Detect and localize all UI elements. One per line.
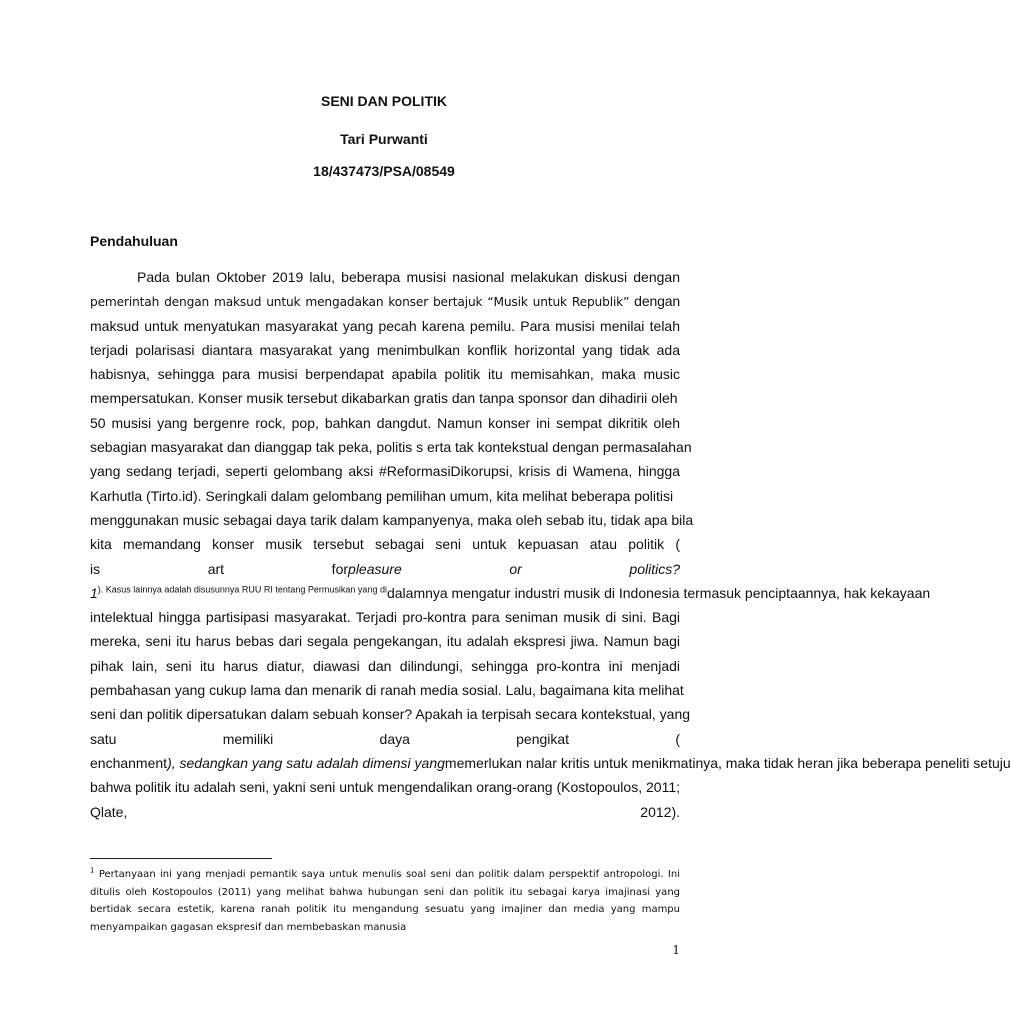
- page-number: 1: [672, 943, 680, 957]
- footnote-line: bertidak secara estetik, karena ranah politik itu mengandung sesuatu yang imajiner dan media yang mampu: [90, 904, 680, 915]
- body-line: 1$^{). Kasus lainnya adalah disusunnya RUU RI tentang Permusikan yang di}$dalamnya mengatur industri musik di Indonesia termasuk penciptaannya, hak kekayaan: [90, 584, 931, 601]
- body-line: satu memiliki daya pengikat (: [90, 730, 680, 747]
- body-line: mereka, seni itu harus bebas dari segala pengekangan, itu adalah ekspresi jiwa. Namun bagi: [90, 633, 680, 650]
- italic-phrase: ), sedangkan yang satu adalah dimensi yang: [167, 754, 445, 771]
- italic-phrase: pleasure or politics?: [348, 560, 680, 577]
- document-title: SENI DAN POLITIK: [320, 93, 447, 109]
- body-line: pihak lain, seni itu harus diatur, diawasi dan dilindungi, sehingga pro-kontra ini menjadi: [90, 657, 680, 674]
- body-line: Karhutla (Tirto.id). Seringkali dalam gelombang pemilihan umum, kita melihat beberapa politisi: [90, 487, 674, 504]
- body-line: Qlate, 2012).: [90, 803, 680, 820]
- student-id: 18/437473/PSA/08549: [313, 163, 455, 179]
- section-heading: Pendahuluan: [90, 233, 178, 249]
- footnote: [90, 866, 680, 936]
- body-line: menggunakan music sebagai daya tarik dalam kampanyenya, maka oleh sebab itu, tidak apa bila: [90, 511, 694, 528]
- body-line: is art forpleasure or politics?: [90, 560, 680, 577]
- footnote-divider: [90, 858, 272, 859]
- body-line: pembahasan yang cukup lama dan menarik di ranah media sosial. Lalu, bagaimana kita melihat: [90, 682, 684, 699]
- body-line: yang sedang terjadi, seperti gelombang aksi #ReformasiDikorupsi, krisis di Wamena, hingga: [90, 463, 680, 480]
- footnote-line: ditulis oleh Kostopoulos (2011) yang melihat bahwa hubungan seni dan politik itu sebagai karya imajinasi yang: [90, 886, 680, 898]
- italic-phrase: 1: [90, 584, 98, 601]
- body-line: terjadi polarisasi diantara masyarakat yang menimbulkan konflik horizontal yang tidak ada: [90, 341, 680, 358]
- body-line: intelektual hingga partisipasi masyarakat. Terjadi pro-kontra para seniman musik di sini. Bagi: [90, 609, 680, 626]
- body-line: seni dan politik dipersatukan dalam sebuah konser? Apakah ia terpisah secara kontekstual, yang: [90, 706, 691, 723]
- body-line: sebagian masyarakat dan dianggap tak peka, politis s erta tak kontekstual dengan permasalahan: [90, 439, 692, 456]
- body-line: bahwa politik itu adalah seni, yakni seni untuk mengendalikan orang-orang (Kostopoulos, 2011;: [90, 779, 680, 796]
- body-line: habisnya, sehingga para musisi berpendapat apabila politik itu memisahkan, maka music: [90, 366, 680, 383]
- body-line: [90, 824, 680, 848]
- footnote-line: menyampaikan gagasan ekspresif dan membebaskan manusia: [90, 921, 407, 933]
- body-line: 50 musisi yang bergenre rock, pop, bahkan dangdut. Namun konser ini sempat dikritik oleh: [90, 414, 680, 431]
- footnote-marker: 1: [90, 866, 95, 875]
- body-line: kita memandang konser musik tersebut sebagai seni untuk kepuasan atau politik (: [90, 536, 680, 553]
- footnote-line: $^1$ Pertanyaan ini yang menjadi pemantik saya untuk menulis soal seni dan politik dalam perspektif antropologi. Ini: [90, 866, 680, 880]
- author-name: Tari Purwanti: [340, 131, 428, 147]
- footnote-reference[interactable]: ). Kasus lainnya adalah disusunnya RUU RI tentang Permusikan yang di: [97, 584, 387, 595]
- body-line: mempersatukan. Konser musik tersebut dikabarkan gratis dan tanpa sponsor dan dihadirii oleh: [90, 390, 678, 407]
- body-line: maksud untuk menyatukan masyarakat yang pecah karena pemilu. Para musisi menilai telah: [90, 317, 680, 334]
- body-line: enchanment), sedangkan yang satu adalah dimensi yangmemerlukan nalar kritis untuk menikmatinya, maka tidak heran jika beberapa peneliti setuju: [90, 754, 1011, 771]
- body-paragraph: [90, 265, 1011, 848]
- body-line: Pada bulan Oktober 2019 lalu, beberapa musisi nasional melakukan diskusi dengan: [137, 269, 680, 285]
- body-line: pemerintah dengan maksud untuk mengadakan konser bertajuk “Musik untuk Republik” dengan: [90, 293, 681, 310]
